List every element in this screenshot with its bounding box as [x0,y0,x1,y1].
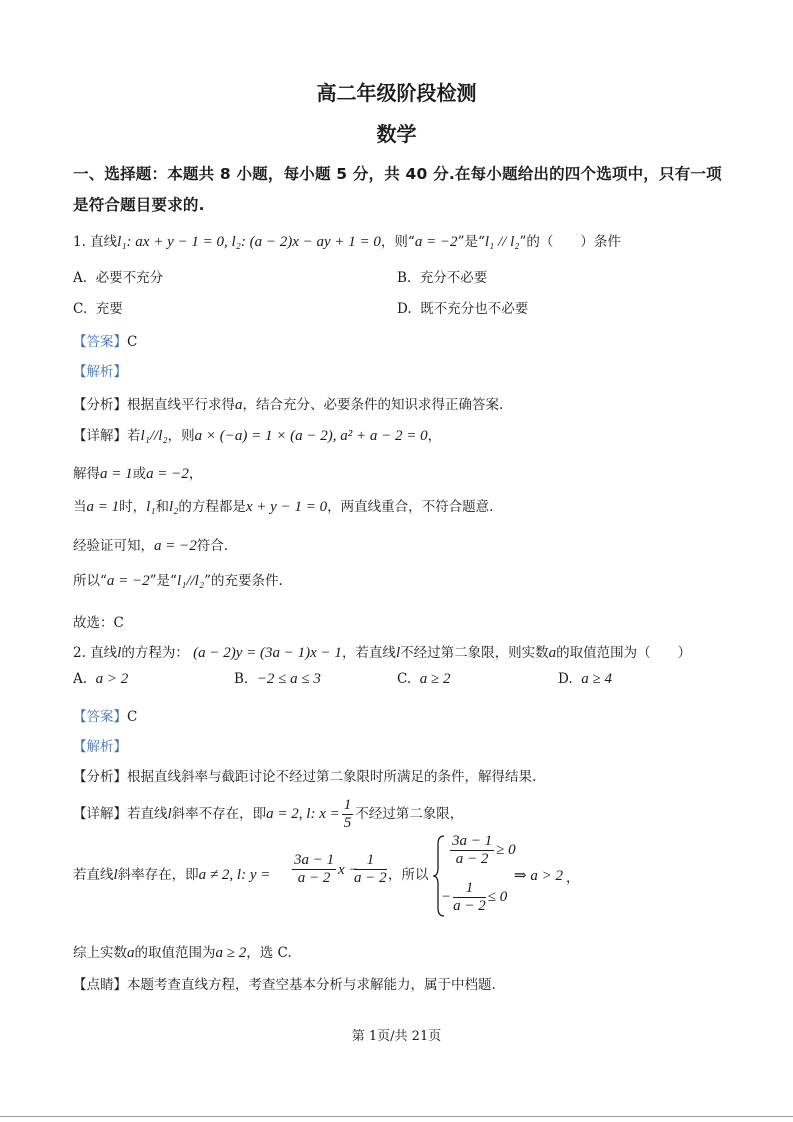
option-label: B. [234,671,249,687]
page-title: 高二年级阶段检测 [316,81,477,105]
solve-head: 解得 [73,466,100,482]
check-eq: a = −2 [154,538,197,554]
q1-prefix: 1. 直线 [73,234,118,250]
implication: ⇒ a > 2 [514,868,563,884]
d2-f1-num: 3a − 1 [294,852,335,868]
fenxi-var: a [235,397,243,413]
d2-head: 若直线 [73,867,114,883]
so-eq: a = −2 [106,573,150,589]
d2-tail: ， [566,870,580,886]
page-number: 第 1页/共 21页 [351,1029,442,1044]
q1-conclusion [73,569,283,590]
q1-lines-equation: l₁: ax + y − 1 = 0, l₂: (a − 2)x − ay + 1 = 0 [117,234,381,250]
option-label: D. [558,671,573,687]
when-l1: l₁ [146,499,156,515]
q2-mid3: 不经过第二象限，则实数 [400,645,549,661]
q1-connector2: ”是“ [457,234,485,250]
sum-eq: a ≥ 2 [215,945,247,961]
answer-value: C [127,709,138,725]
detail-equation: a × (−a) = 1 × (a − 2), a² + a − 2 = 0 [194,428,428,444]
q1-option-d[interactable] [397,297,528,317]
d2-so: ，所以 [388,867,429,883]
detail-then: ，则 [167,428,195,444]
q2-detail-2 [73,863,270,884]
check-head: 经验证可知， [73,538,154,554]
q2-option-d[interactable] [558,671,612,688]
q2-fenxi: 【分析】根据直线斜率与截距讨论不经过第二象限时所满足的条件，解得结果. [73,769,537,785]
option-text: 必要不充分 [95,270,164,286]
system-row-2 [441,880,507,915]
when-mid: 时， [119,499,147,515]
q1-option-c[interactable] [73,297,123,317]
q1-detail [73,424,441,445]
when-l2: l₂ [169,499,179,515]
d2-f1-den: a − 2 [297,870,331,886]
q2-summary [73,941,292,962]
d1-num: 1 [343,797,352,813]
question-1-stem [73,230,621,251]
d2-x: x − [338,862,359,878]
option-label: C. [397,671,412,687]
q2-mid2: ，若直线 [341,645,396,661]
detail-tail: ， [427,428,442,444]
check-tail: 符合. [196,538,229,554]
d1-head: 【详解】若直线 [73,806,168,822]
q2-detail-1 [73,797,463,832]
solve-tail: ， [188,466,203,482]
d2-fraction-2 [352,852,389,887]
d1-l: l [167,806,172,822]
d1-mid: 斜率不存在，即 [171,806,267,822]
question-2-stem [73,641,691,662]
so-tail: ”的充要条件. [204,573,283,589]
sum-a: a [127,945,135,961]
q2-option-c[interactable] [397,671,450,688]
solve-eq: a = 1 [100,466,133,482]
option-text: 既不充分也不必要 [420,301,529,317]
option-label: C. [73,301,88,317]
so-rel: l₁//l₂ [176,573,205,589]
sys2-sign: − [441,888,452,905]
when-and: 和 [155,499,170,515]
q1-connector: ，则“ [380,234,415,250]
q2-l: l [117,645,122,661]
option-label: A. [73,671,88,687]
q1-check [73,534,228,555]
q1-solve [73,462,202,483]
d2-mid: 斜率存在，即 [117,867,199,883]
d2-f2-num: 1 [354,852,387,870]
q1-when [73,495,493,516]
q1-choose: 故选：C [73,615,124,631]
detail-head: 【详解】若 [73,428,141,444]
q2-dianjing: 【点睛】本题考查直线方程，考查空基本分析与求解能力，属于中档题. [73,977,496,993]
d2-l: l [113,867,118,883]
answer-value: C [127,334,138,350]
q2-mid: 的方程为： [121,645,189,661]
fenxi-tail: ，结合充分、必要条件的知识求得正确答案. [242,397,504,413]
d2-fraction-1 [290,852,338,887]
q2-answer [73,705,137,725]
so-mid: ”是“ [149,573,177,589]
q1-fenxi [73,393,503,414]
q1-condition: a = −2 [414,234,458,250]
q1-analysis-tag: 【解析】 [73,364,127,380]
when-tail: ，两直线重合，不符合题意. [327,499,494,515]
when-mid2: 的方程都是 [178,499,246,515]
option-label: D. [397,301,412,317]
sys2-rel: ≤ 0 [487,888,508,905]
d2-f2-den: a − 2 [354,870,387,886]
option-text: −2 ≤ a ≤ 3 [256,671,321,687]
option-text: 充要 [95,301,123,317]
option-text: a ≥ 4 [581,671,612,687]
section-heading-line1: 一、选择题：本题共 8 小题，每小题 5 分，共 40 分.在每小题给出的四个选项中，只有一项 [73,165,722,183]
solve-eq2: a = −2 [146,466,189,482]
sum-tail: ，选 C. [246,945,292,961]
d1-den: 5 [343,815,352,831]
option-text: a ≥ 2 [419,671,451,687]
sys1-rel: ≥ 0 [496,841,516,858]
d2-eq: a ≠ 2, l: y = [198,867,271,883]
answer-tag: 【答案】 [73,334,127,350]
fenxi-text: 【分析】根据直线平行求得 [73,397,235,413]
q2-l-2: l [395,645,401,661]
d1-fraction [342,797,354,832]
answer-tag: 【答案】 [73,709,127,725]
q2-a: a [548,645,557,661]
q2-analysis-tag: 【解析】 [73,739,127,755]
sum-mid: 的取值范围为 [134,945,216,961]
detail-rel: l₁//l₂ [140,428,168,444]
sys1-num: 3a − 1 [452,833,493,849]
q1-option-b[interactable] [397,266,487,286]
solve-or: 或 [132,466,147,482]
q2-option-b[interactable] [234,671,321,688]
sum-head: 综上实数 [73,945,127,961]
when-eq: a = 1 [86,499,120,515]
section-heading-line2: 是符合题目要求的. [73,196,205,214]
system-row-1 [448,833,516,868]
subject-title: 数学 [376,122,417,146]
option-text: a > 2 [95,671,129,687]
q1-option-a[interactable] [73,266,163,286]
q2-equation: (a − 2)y = (3a − 1)x − 1 [193,645,342,661]
q2-prefix: 2. 直线 [73,645,118,661]
q2-option-a[interactable] [73,671,128,688]
q1-parallel-relation: l₁ // l₂ [484,234,520,250]
d1-tail: 不经过第二象限， [355,806,464,822]
page-bottom-rule [0,1116,793,1117]
when-head: 当 [73,499,87,515]
q2-suffix: 的取值范围为（ ） [556,645,692,661]
option-text: 充分不必要 [419,270,488,286]
q1-suffix: ”的（ ）条件 [519,234,621,250]
option-label: A. [73,270,88,286]
when-eq2: x + y − 1 = 0 [245,499,328,515]
sys1-den: a − 2 [455,851,489,867]
option-label: B. [397,270,412,286]
d1-eq: a = 2, l: x = [266,806,340,822]
sys2-num: 1 [453,880,486,898]
q1-answer [73,330,137,350]
so-head: 所以“ [73,573,107,589]
sys2-den: a − 2 [453,898,486,914]
